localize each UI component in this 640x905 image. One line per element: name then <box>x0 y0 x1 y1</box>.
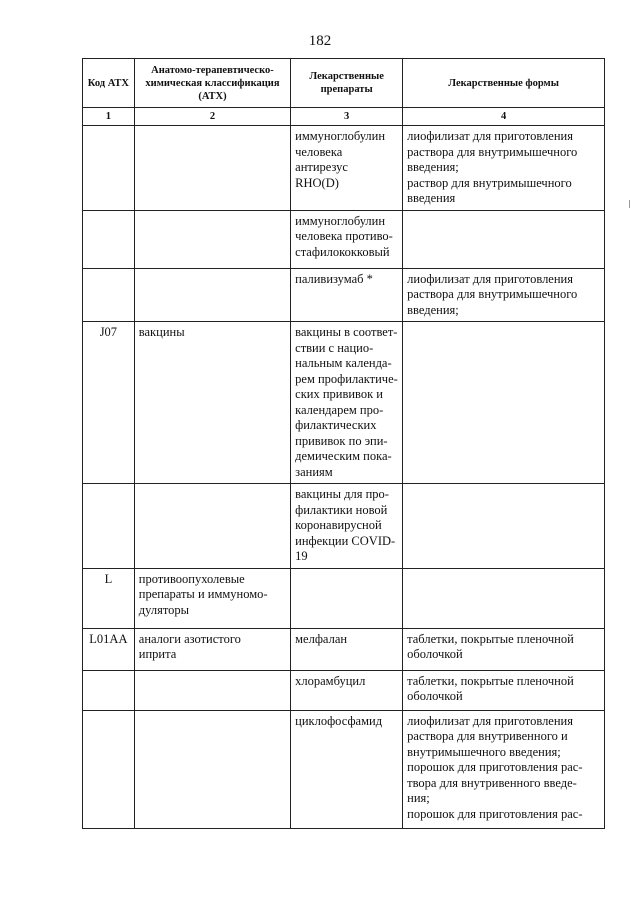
dosage-forms-cell <box>403 568 605 628</box>
text-line: 19 <box>295 549 308 563</box>
text-line: иммуноглобулин <box>295 129 386 143</box>
text-line: порошок для приготовления рас- <box>407 760 583 774</box>
text-line: препараты и иммуномо- <box>138 587 268 601</box>
classification-cell <box>134 710 290 828</box>
table-row <box>83 268 605 322</box>
atc-code-cell <box>83 484 135 569</box>
table-row <box>83 710 605 828</box>
drug-cell <box>291 710 403 828</box>
text-line: введения; <box>407 302 459 317</box>
text-line: филактических <box>295 418 377 432</box>
text-line: человека противо- <box>295 229 393 243</box>
text-line: коронавирусной <box>295 518 382 532</box>
dosage-forms-cell <box>403 268 605 322</box>
drug-cell <box>291 268 403 322</box>
table-row <box>83 628 605 670</box>
text-line: циклофосфамид <box>295 713 383 728</box>
header-code: Код АТХ <box>83 59 135 108</box>
text-line: порошок для приготовления рас- <box>407 806 583 821</box>
text-line: иприта <box>138 647 177 661</box>
text-line: таблетки, покрытые пленочной <box>407 631 574 646</box>
text-line: лиофилизат для приготовления <box>407 271 573 286</box>
drug-cell <box>291 484 403 569</box>
text-line: прививок по эпи- <box>295 433 388 448</box>
column-number: 4 <box>403 108 605 126</box>
text-line: лиофилизат для приготовления <box>407 129 573 143</box>
classification-cell <box>134 484 290 569</box>
dosage-forms-cell <box>403 628 605 670</box>
text-line: введения <box>407 191 456 205</box>
dosage-forms-cell <box>403 322 605 484</box>
text-line: вакцины для про- <box>295 487 389 501</box>
drug-cell <box>291 322 403 484</box>
column-number: 3 <box>291 108 403 126</box>
dosage-forms-cell <box>403 670 605 710</box>
classification-cell <box>134 628 290 670</box>
text-line: инфекции COVID- <box>295 533 396 548</box>
atc-code-cell: L01AA <box>83 628 135 670</box>
table-row <box>83 484 605 569</box>
text-line: раствора для внутримышечного <box>407 144 578 159</box>
column-number: 2 <box>134 108 290 126</box>
text-line: заниям <box>295 464 333 479</box>
text-line: вакцины в соответ- <box>295 325 398 339</box>
text-line: внутримышечного введения; <box>407 744 561 759</box>
text-line: календарем про- <box>295 402 384 417</box>
text-line: раствор для внутримышечного <box>407 175 572 190</box>
table-body <box>83 126 605 829</box>
classification-cell <box>134 670 290 710</box>
table-row <box>83 670 605 710</box>
text-line: демическим пока- <box>295 449 392 463</box>
scan-mark <box>629 200 630 208</box>
header-drugs: Лекарственные препараты <box>291 59 403 108</box>
drug-table <box>82 58 605 829</box>
drug-cell <box>291 628 403 670</box>
classification-cell <box>134 126 290 211</box>
text-line: оболочкой <box>407 647 463 661</box>
text-line: RHO(D) <box>295 175 339 190</box>
atc-code-cell <box>83 710 135 828</box>
dosage-forms-cell <box>403 710 605 828</box>
drug-cell <box>291 210 403 268</box>
classification-cell <box>134 568 290 628</box>
header-forms: Лекарственные формы <box>403 59 605 108</box>
text-line: дуляторы <box>138 602 190 617</box>
header-row <box>83 59 605 108</box>
text-line: таблетки, покрытые пленочной <box>407 673 574 688</box>
text-line: ствии с нацио- <box>295 340 374 355</box>
text-line: лиофилизат для приготовления <box>407 713 573 728</box>
classification-cell <box>134 210 290 268</box>
text-line: филактики новой <box>295 502 388 517</box>
atc-code-cell <box>83 268 135 322</box>
header-classification: Анатомо-терапевтическо-химическая классификация (АТХ) <box>134 59 290 108</box>
atc-code-cell <box>83 210 135 268</box>
text-line: паливизумаб * <box>295 271 373 286</box>
column-number: 1 <box>83 108 135 126</box>
dosage-forms-cell <box>403 484 605 569</box>
table-row <box>83 210 605 268</box>
table-row <box>83 322 605 484</box>
drug-cell <box>291 568 403 628</box>
text-line: введения; <box>407 160 459 174</box>
table-row <box>83 126 605 211</box>
text-line: раствора для внутривенного и <box>407 729 568 743</box>
text-line: раствора для внутримышечного <box>407 287 578 301</box>
drug-cell <box>291 126 403 211</box>
dosage-forms-cell <box>403 126 605 211</box>
dosage-forms-cell <box>403 210 605 268</box>
table-row <box>83 568 605 628</box>
text-line: противоопухолевые <box>138 571 245 586</box>
text-line: мелфалан <box>295 631 348 646</box>
text-line: человека антирезус <box>295 144 348 174</box>
atc-code-cell <box>83 126 135 211</box>
text-line: аналоги азотистого <box>138 631 241 646</box>
drug-cell <box>291 670 403 710</box>
atc-code-cell <box>83 670 135 710</box>
classification-cell <box>134 268 290 322</box>
atc-code-cell: L <box>83 568 135 628</box>
text-line: ния; <box>407 791 430 805</box>
text-line: иммуноглобулин <box>295 213 386 228</box>
text-line: ских прививок и <box>295 387 384 401</box>
text-line: стафилококковый <box>295 244 390 259</box>
column-number-row <box>83 108 605 126</box>
text-line: нальным календа- <box>295 356 392 370</box>
page-number: 182 <box>308 33 332 49</box>
atc-code-cell: J07 <box>83 322 135 484</box>
text-line: оболочкой <box>407 689 463 703</box>
text-line: твора для внутривенного введе- <box>407 775 577 790</box>
text-line: хлорамбуцил <box>295 673 366 688</box>
text-line: рем профилактиче- <box>295 371 398 386</box>
classification-cell: вакцины <box>134 322 290 484</box>
